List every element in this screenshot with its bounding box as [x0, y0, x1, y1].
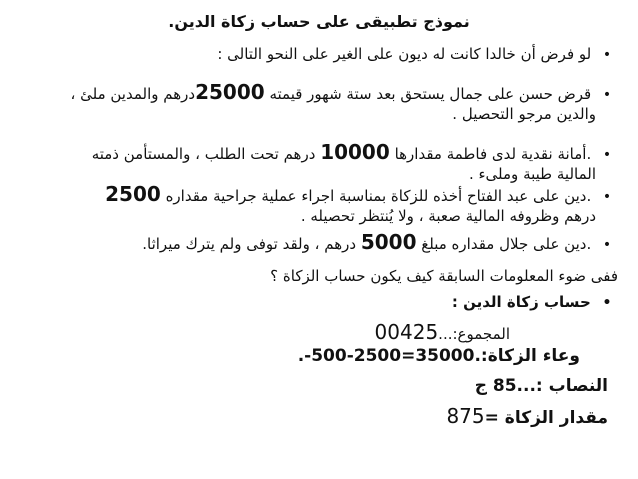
- calc-heading-text: حساب زكاة الدين :: [451, 293, 591, 311]
- question-line: ففى ضوء المعلومات السابقة كيف يكون حساب الزكاة ؟: [270, 267, 618, 285]
- debt-text: قرض حسن على جمال يستحق بعد ستة شهور قيمته: [269, 85, 592, 103]
- debt-item-3: [20, 184, 618, 207]
- zakat-amount-value: 875: [446, 404, 485, 428]
- zakat-base-value: .-500-2500=35000: [297, 346, 475, 366]
- debt-text: .أمانة نقدية لدى فاطمة مقدارها: [394, 145, 592, 163]
- total-label: المجموع:...: [438, 325, 510, 343]
- debt-amount: 25000: [195, 80, 265, 104]
- debt-text: .دين على جلال مقداره مبلغ: [421, 235, 592, 253]
- calc-heading: [20, 292, 618, 313]
- intro-text: لو فرض أن خالدا كانت له ديون على الغير على النحو التالى :: [217, 45, 592, 63]
- debt-text-after: درهم ، ولقد توفى ولم يترك ميراثا.: [142, 235, 357, 253]
- bullet-icon: •: [602, 147, 612, 163]
- zakat-base-line: [20, 346, 580, 366]
- nisab-line: [20, 376, 608, 396]
- debt-amount: 10000: [320, 140, 390, 164]
- debt-text-after: درهم والمدين ملئ ،: [70, 85, 196, 103]
- nisab-label: النصاب :...: [516, 376, 608, 396]
- bullet-icon: •: [602, 47, 612, 63]
- bullet-icon: •: [602, 237, 612, 253]
- bullet-icon: •: [602, 87, 612, 103]
- total-line: [20, 322, 510, 344]
- zakat-base-label: وعاء الزكاة:.: [474, 346, 580, 366]
- zakat-amount-line: [20, 406, 608, 428]
- debt-item-1: [20, 82, 618, 105]
- debt-item-4: [20, 232, 618, 255]
- debt-amount: 5000: [360, 230, 417, 254]
- debt-text-after: درهم تحت الطلب ، والمستأمن ذمته: [91, 145, 316, 163]
- debt-text: .دين على عبد الفتاح أخذه للزكاة بمناسبة اجراء عملية جراحية مقداره: [165, 187, 592, 205]
- nisab-value: 85 ج: [474, 376, 517, 396]
- bullet-icon: •: [602, 295, 612, 311]
- page-title: نموذج تطبيقى على حساب زكاة الدين.: [168, 12, 470, 31]
- intro-line: [20, 44, 618, 65]
- total-value: 00425: [374, 320, 439, 344]
- bullet-icon: •: [602, 189, 612, 205]
- zakat-amount-label: مقدار الزكاة =: [484, 408, 608, 428]
- debt-item-1-cont: والدين مرجو التحصيل .: [452, 105, 596, 123]
- debt-item-2-cont: المالية طيبة وملىء .: [468, 165, 596, 183]
- debt-item-2: [20, 142, 618, 165]
- debt-amount: 2500: [105, 182, 161, 206]
- debt-item-3-cont: درهم وظروفه المالية صعبة ، ولا يُنتظر تحصيله .: [300, 207, 596, 225]
